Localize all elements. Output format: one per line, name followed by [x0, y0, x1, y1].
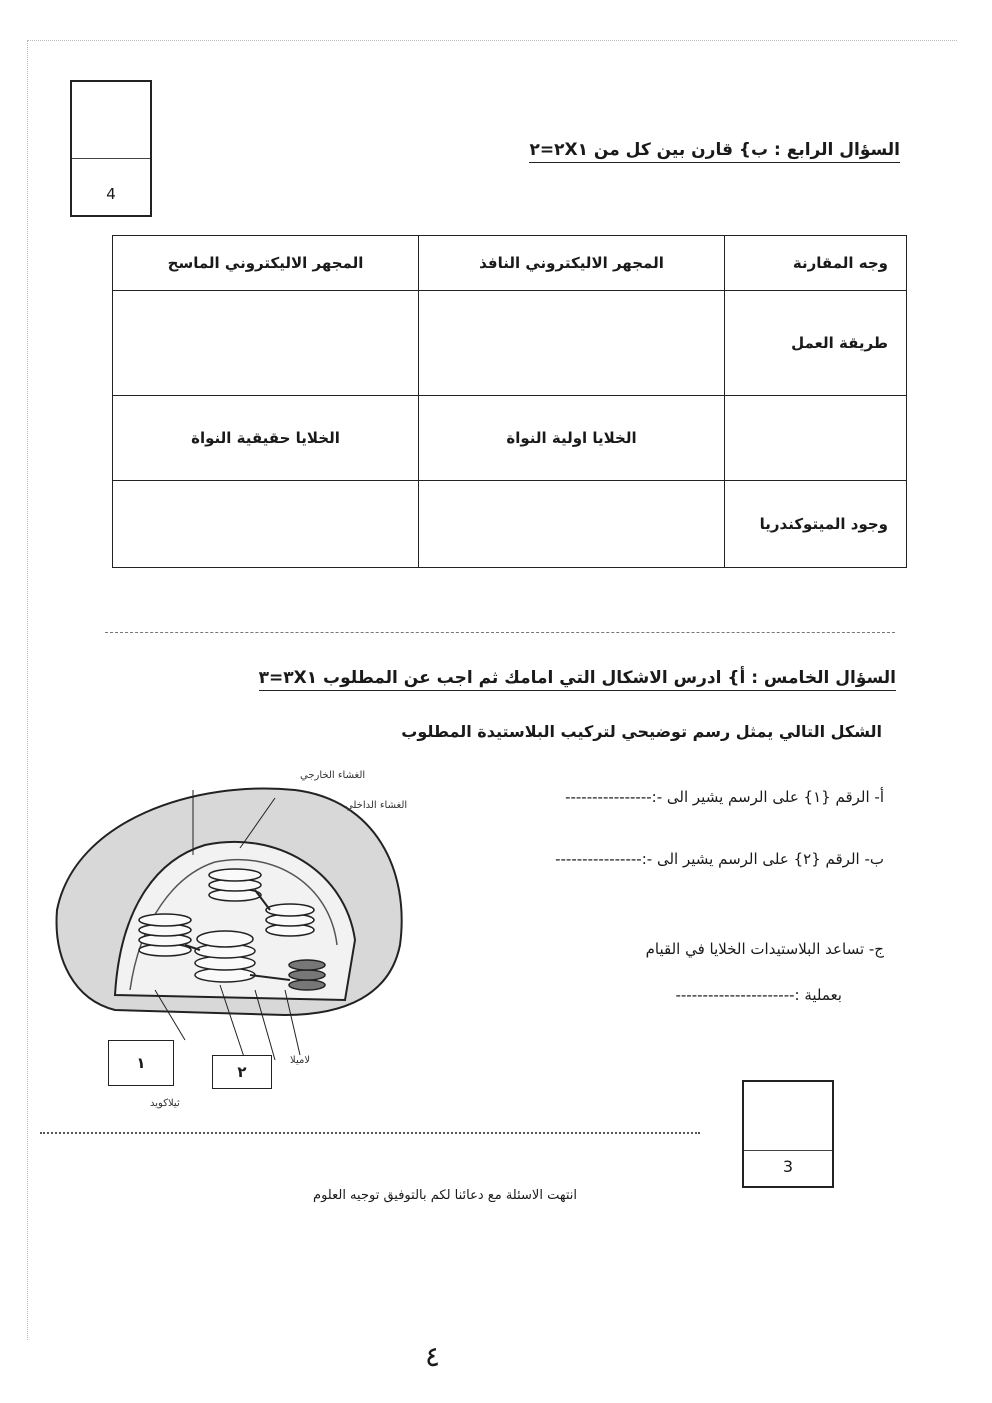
q5-item-a[interactable]: أ- الرقم {١} على الرسم يشير الى -:----------------: [565, 788, 884, 806]
table-cell: الخلايا اولية النواة: [419, 396, 725, 481]
comparison-table: [112, 235, 907, 568]
table-row-head: وجود الميتوكندريا: [725, 481, 907, 568]
table-header-cell: وجه المقارنة: [725, 236, 907, 291]
q4-heading-text: السؤال الرابع : ب} قارن بين كل من ٢X١=٢: [529, 140, 900, 163]
table-answer-cell[interactable]: [419, 291, 725, 396]
bottom-separator: [40, 1132, 700, 1134]
q5-intro: الشكل التالي يمثل رسم توضيحي لتركيب البلاستيدة المطلوب: [401, 722, 882, 741]
page-number: ٤: [425, 1340, 441, 1373]
score-box-q4: [70, 80, 152, 217]
table-header-cell: المجهر الاليكتروني الماسح: [113, 236, 419, 291]
q5-item-c-line2[interactable]: بعملية :----------------------: [675, 986, 842, 1004]
score-box-q4-value: 4: [106, 185, 116, 203]
left-margin-line: [27, 40, 28, 1340]
q5-heading-text: السؤال الخامس : أ} ادرس الاشكال التي امامك ثم اجب عن المطلوب ٣X١=٣: [259, 668, 896, 691]
outer-membrane-label: الغشاء الخارجي: [300, 770, 366, 781]
inner-membrane-label: الغشاء الداخلي: [345, 800, 408, 811]
table-answer-cell[interactable]: [419, 481, 725, 568]
score-box-divider: [72, 158, 150, 159]
table-row: [113, 291, 907, 396]
table-cell: الخلايا حقيقية النواة: [113, 396, 419, 481]
table-answer-cell[interactable]: [725, 396, 907, 481]
q5-item-c-line1: ج- تساعد البلاستيدات الخلايا في القيام: [645, 940, 884, 958]
score-box-divider: [744, 1150, 832, 1151]
closing-text: انتهت الاسئلة مع دعائنا لكم بالتوفيق توجيه العلوم: [313, 1188, 577, 1203]
table-answer-cell[interactable]: [113, 291, 419, 396]
diagram-label-box-1: ١: [108, 1040, 174, 1086]
q5-item-b[interactable]: ب- الرقم {٢} على الرسم يشير الى -:----------------: [555, 850, 884, 868]
dark-grana-stack: [289, 960, 325, 990]
diagram-label-box-2: ٢: [212, 1055, 272, 1089]
thylakoid-label: ثيلاكويد: [150, 1098, 180, 1109]
table-answer-cell[interactable]: [113, 481, 419, 568]
table-header-row: [113, 236, 907, 291]
q5-heading: [259, 668, 896, 688]
table-row-head: طريقة العمل: [725, 291, 907, 396]
lamella-label: لاميلا: [290, 1055, 311, 1066]
score-box-q5: [742, 1080, 834, 1188]
table-row: [113, 481, 907, 568]
q4-heading: [529, 140, 900, 160]
table-header-cell: المجهر الاليكتروني النافذ: [419, 236, 725, 291]
score-box-q5-value: 3: [782, 1157, 794, 1176]
table-row: [113, 396, 907, 481]
top-margin-line: [27, 40, 957, 41]
section-separator: [105, 632, 895, 633]
